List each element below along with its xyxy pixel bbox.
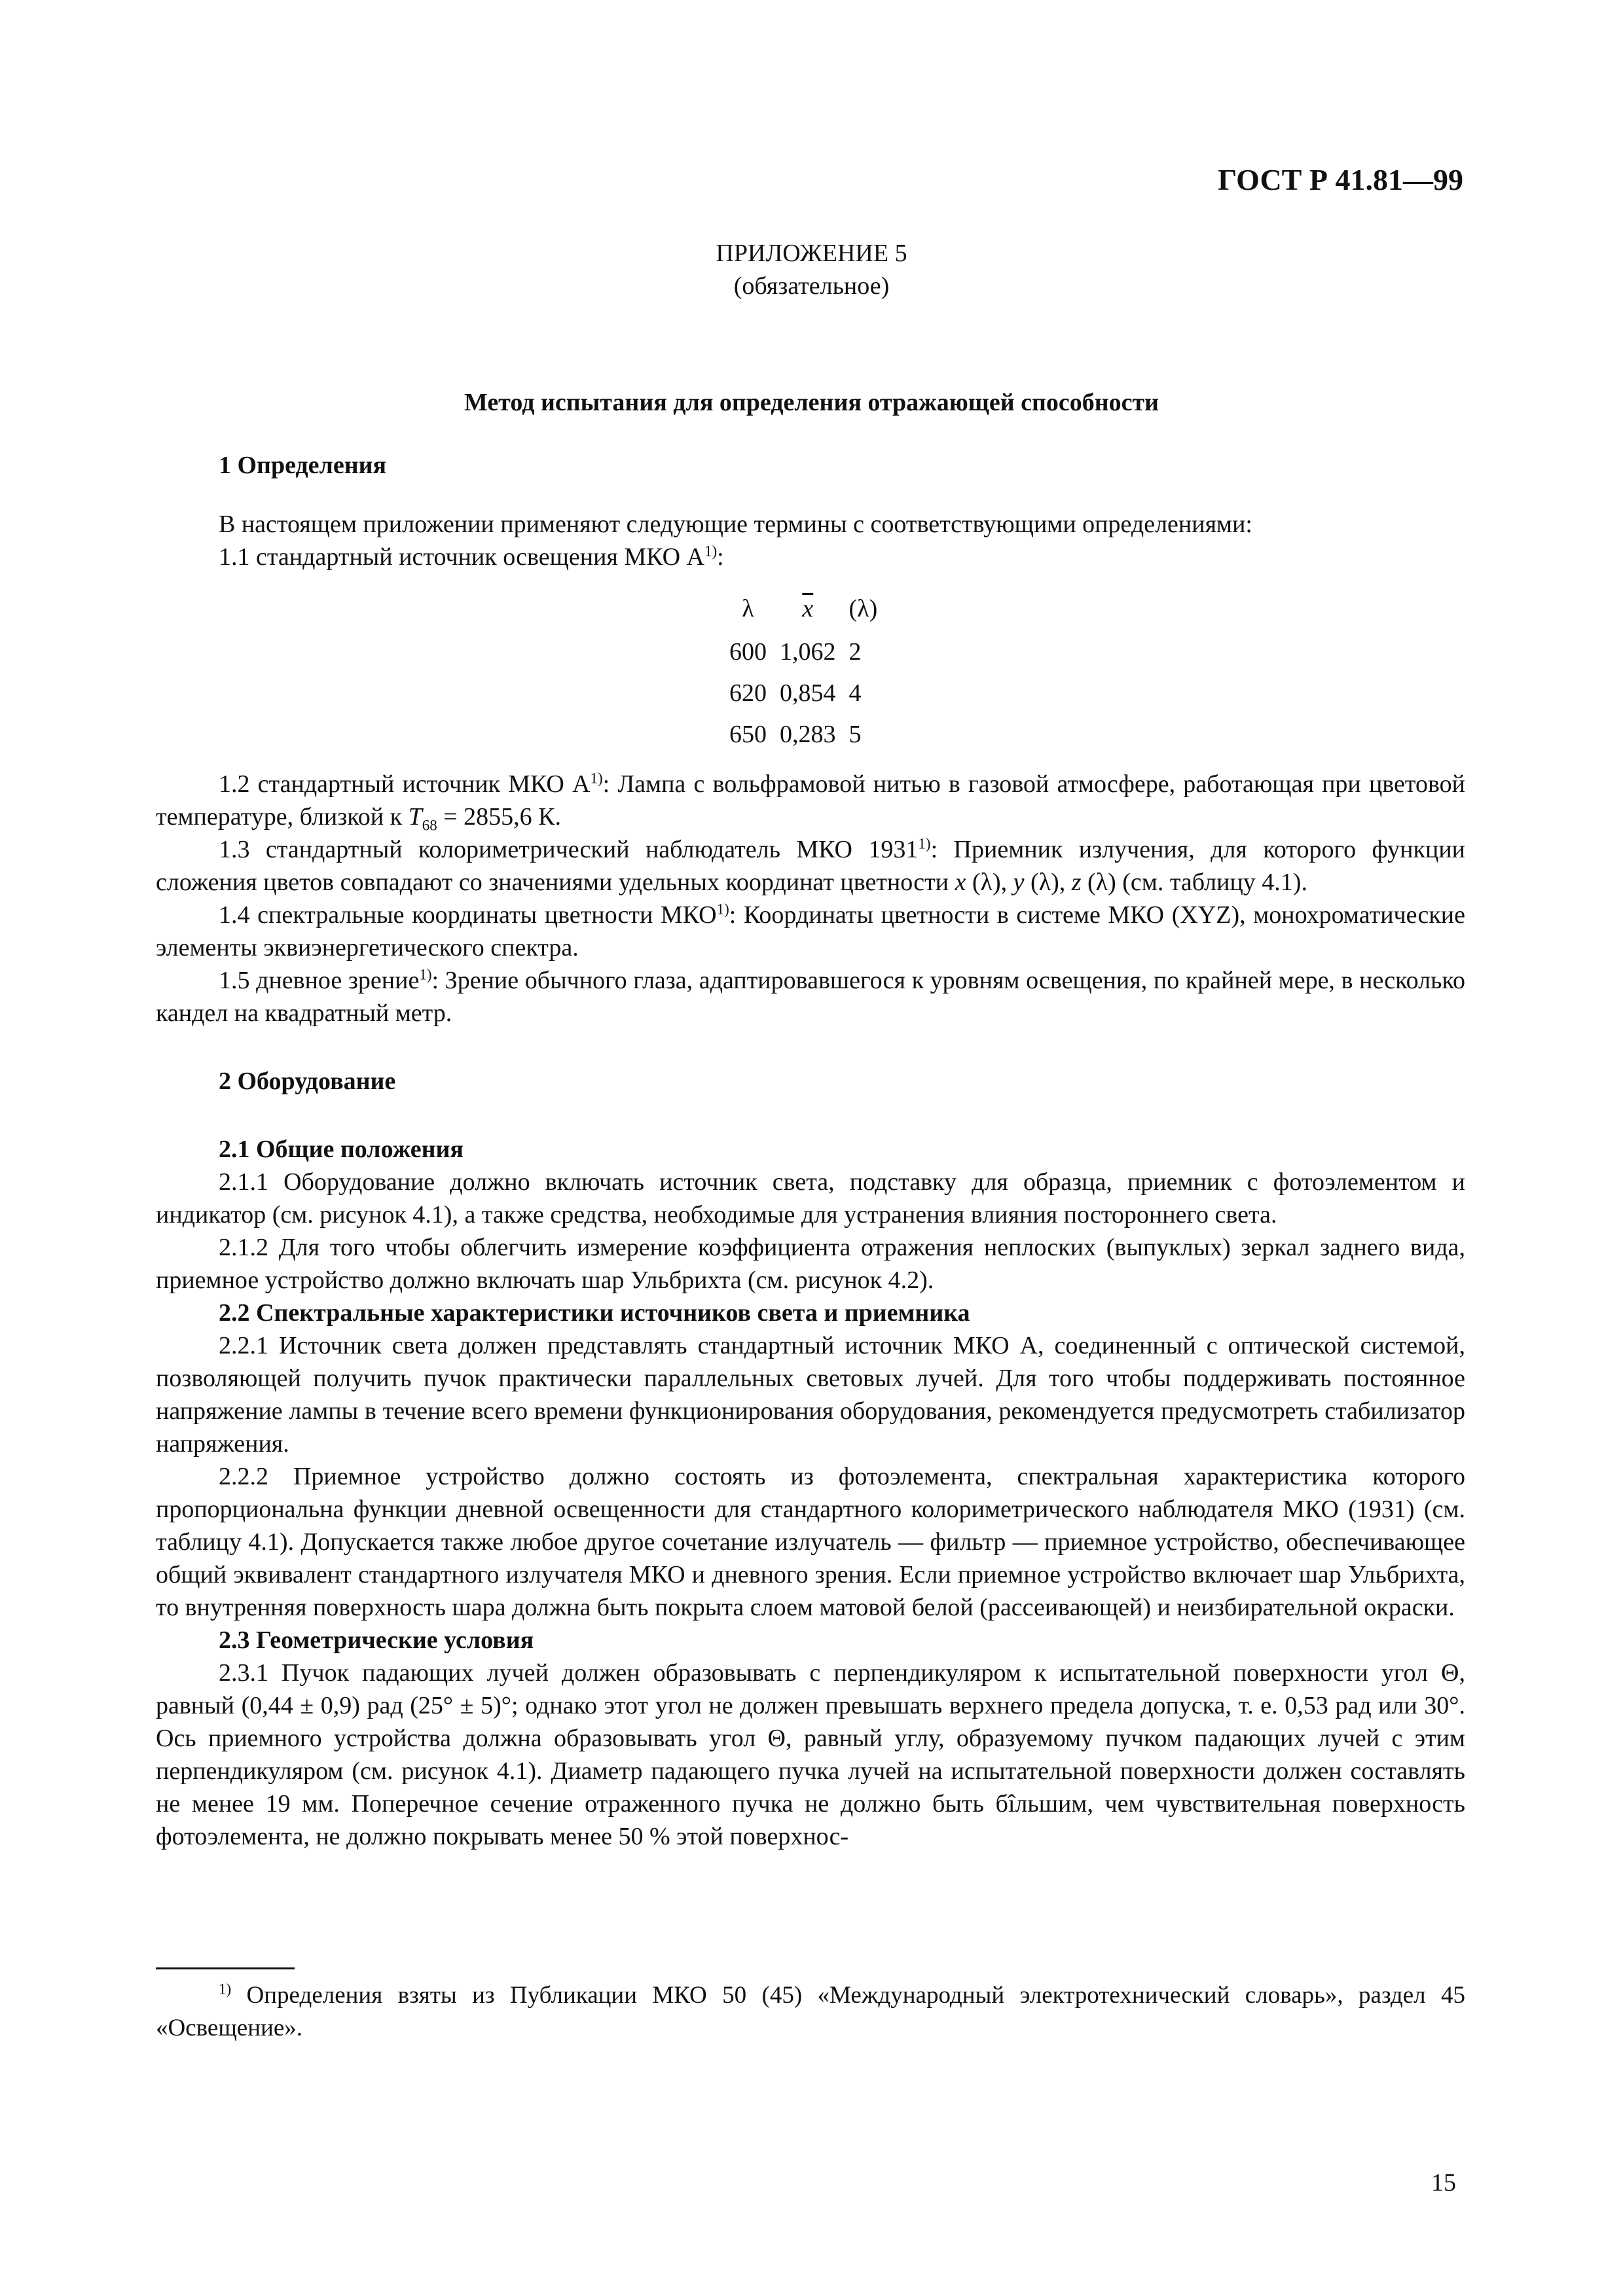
table-cell-lambda: 620 xyxy=(729,679,767,707)
table-header-lambda: λ xyxy=(742,595,754,622)
appendix-subtitle: (обязательное) xyxy=(733,272,890,300)
method-title: Метод испытания для определения отражающей способности xyxy=(464,389,1159,416)
appendix-heading xyxy=(0,237,1623,302)
footnote-text: Определения взяты из Публикации МКО 50 (45) «Международный электротехнический словарь», раздел 45 «Освещение». xyxy=(156,1982,1465,2041)
table-cell-value: 0,283 xyxy=(780,720,836,748)
table-row xyxy=(723,713,884,755)
table-row xyxy=(723,672,884,713)
item-1-1: 1.1 стандартный источник освещения МКО $А^{1)}$: xyxy=(219,543,724,571)
table-header-x: $\overline{x}$ xyxy=(802,595,814,622)
item-1-4: 1.4 спектральные координаты цветности МКО$^{1)}$: Координаты цветности в системе МКО (XYZ), монохроматические элементы эквиэнергетического спектра. xyxy=(156,901,1465,961)
page-number: 15 xyxy=(1431,2169,1456,2197)
table-cell-value: 1,062 xyxy=(780,637,836,666)
section-2-title: 2 Оборудование xyxy=(219,1067,396,1095)
item-1-2: 1.2 стандартный источник МКО $А^{1)}$: Лампа с вольфрамовой нитью в газовой атмосфере, работающая при цветовой температуре, близкой к $T_{68} = 2855,6$ К. xyxy=(156,770,1465,834)
item-1-5: 1.5 дневное зрение$^{1)}$: Зрение обычного глаза, адаптировавшегося к уровням освещения, по крайней мере, в несколько кандел на квадратный метр. xyxy=(156,966,1465,1027)
table-cell-digit: 4 xyxy=(848,679,862,707)
para-2-1-1: 2.1.1 Оборудование должно включать источник света, подставку для образца, приемник с фотоэлементом и индикатор (см. рисунок 4.1), а также средства, необходимые для устранения влияния постороннего света. xyxy=(156,1168,1465,1229)
appendix-title: ПРИЛОЖЕНИЕ 5 xyxy=(716,240,907,267)
section-1-intro: В настоящем приложении применяют следующие термины с соответствующими определениями: xyxy=(219,511,1252,538)
table-cell-digit: 2 xyxy=(848,637,862,666)
table-cell-value: 0,854 xyxy=(780,679,836,707)
table-header-row xyxy=(723,586,884,631)
table-row xyxy=(723,631,884,672)
table-cell-lambda: 600 xyxy=(729,637,767,666)
footnote-divider xyxy=(156,1967,295,1969)
para-2-2-1: 2.2.1 Источник света должен представлять стандартный источник МКО А, соединенный с оптической системой, позволяющей получить пучок практически параллельных световых лучей. Для того чтобы поддерживать постоянное напряжение лампы в течение всего времени функционирования оборудования, рекомендуется предусмотреть стабилизатор напряжения. xyxy=(156,1332,1465,1458)
illuminant-table xyxy=(723,586,884,755)
subsection-2-2-title: 2.2 Спектральные характеристики источников света и приемника xyxy=(219,1299,970,1327)
footnote-mark: 1) xyxy=(219,1981,232,1998)
table-cell-lambda: 650 xyxy=(729,720,767,748)
footnote xyxy=(156,1979,1465,2045)
item-1-3: 1.3 стандартный колориметрический наблюдатель МКО 1931$^{1)}$: Приемник излучения, для которого функции сложения цветов совпадают со значениями удельных координат цветности x (λ), y (λ), z (λ) (см. таблицу 4.1). xyxy=(156,835,1465,896)
para-2-3-1: 2.3.1 Пучок падающих лучей должен образовывать с перпендикуляром к испытательной поверхности угол Θ, равный (0,44 ± 0,9) рад (25° ± 5)°; однако этот угол не должен превышать верхнего предела допуска, т. е. 0,53 рад или 30°. Ось приемного устройства должна образовывать угол Θ, равный углу, образуемому пучком падающих лучей с этим перпендикуляром (см. рисунок 4.1). Диаметр падающего пучка лучей на испытательной поверхности должен составлять не менее 19 мм. Поперечное сечение отраженного пучка не должно быть бîльшим, чем чувствительная поверхность фотоэлемента, не должно покрывать менее 50 % этой поверхнос- xyxy=(156,1659,1465,1850)
subsection-2-1-title: 2.1 Общие положения xyxy=(219,1136,464,1163)
table-cell-digit: 5 xyxy=(848,720,862,748)
section-1-title: 1 Определения xyxy=(219,452,387,479)
para-2-2-2: 2.2.2 Приемное устройство должно состоять из фотоэлемента, спектральная характеристика которого пропорциональна функции дневной освещенности для стандартного колориметрического наблюдателя МКО (1931) (см. таблицу 4.1). Допускается также любое другое сочетание излучатель — фильтр — приемное устройство, обеспечивающее общий эквивалент стандартного излучателя МКО и дневного зрения. Если приемное устройство включает шар Ульбрихта, то внутренняя поверхность шара должна быть покрыта слоем матовой белой (рассеивающей) и неизбирательной окраски. xyxy=(156,1463,1465,1621)
document-id: ГОСТ Р 41.81—99 xyxy=(1218,163,1463,196)
document-body xyxy=(156,449,1465,1853)
subsection-2-3-title: 2.3 Геометрические условия xyxy=(219,1626,534,1654)
table-header-paren: (λ) xyxy=(848,595,878,622)
para-2-1-2: 2.1.2 Для того чтобы облегчить измерение коэффициента отражения неплоских (выпуклых) зеркал заднего вида, приемное устройство должно включать шар Ульбрихта (см. рисунок 4.2). xyxy=(156,1234,1465,1294)
